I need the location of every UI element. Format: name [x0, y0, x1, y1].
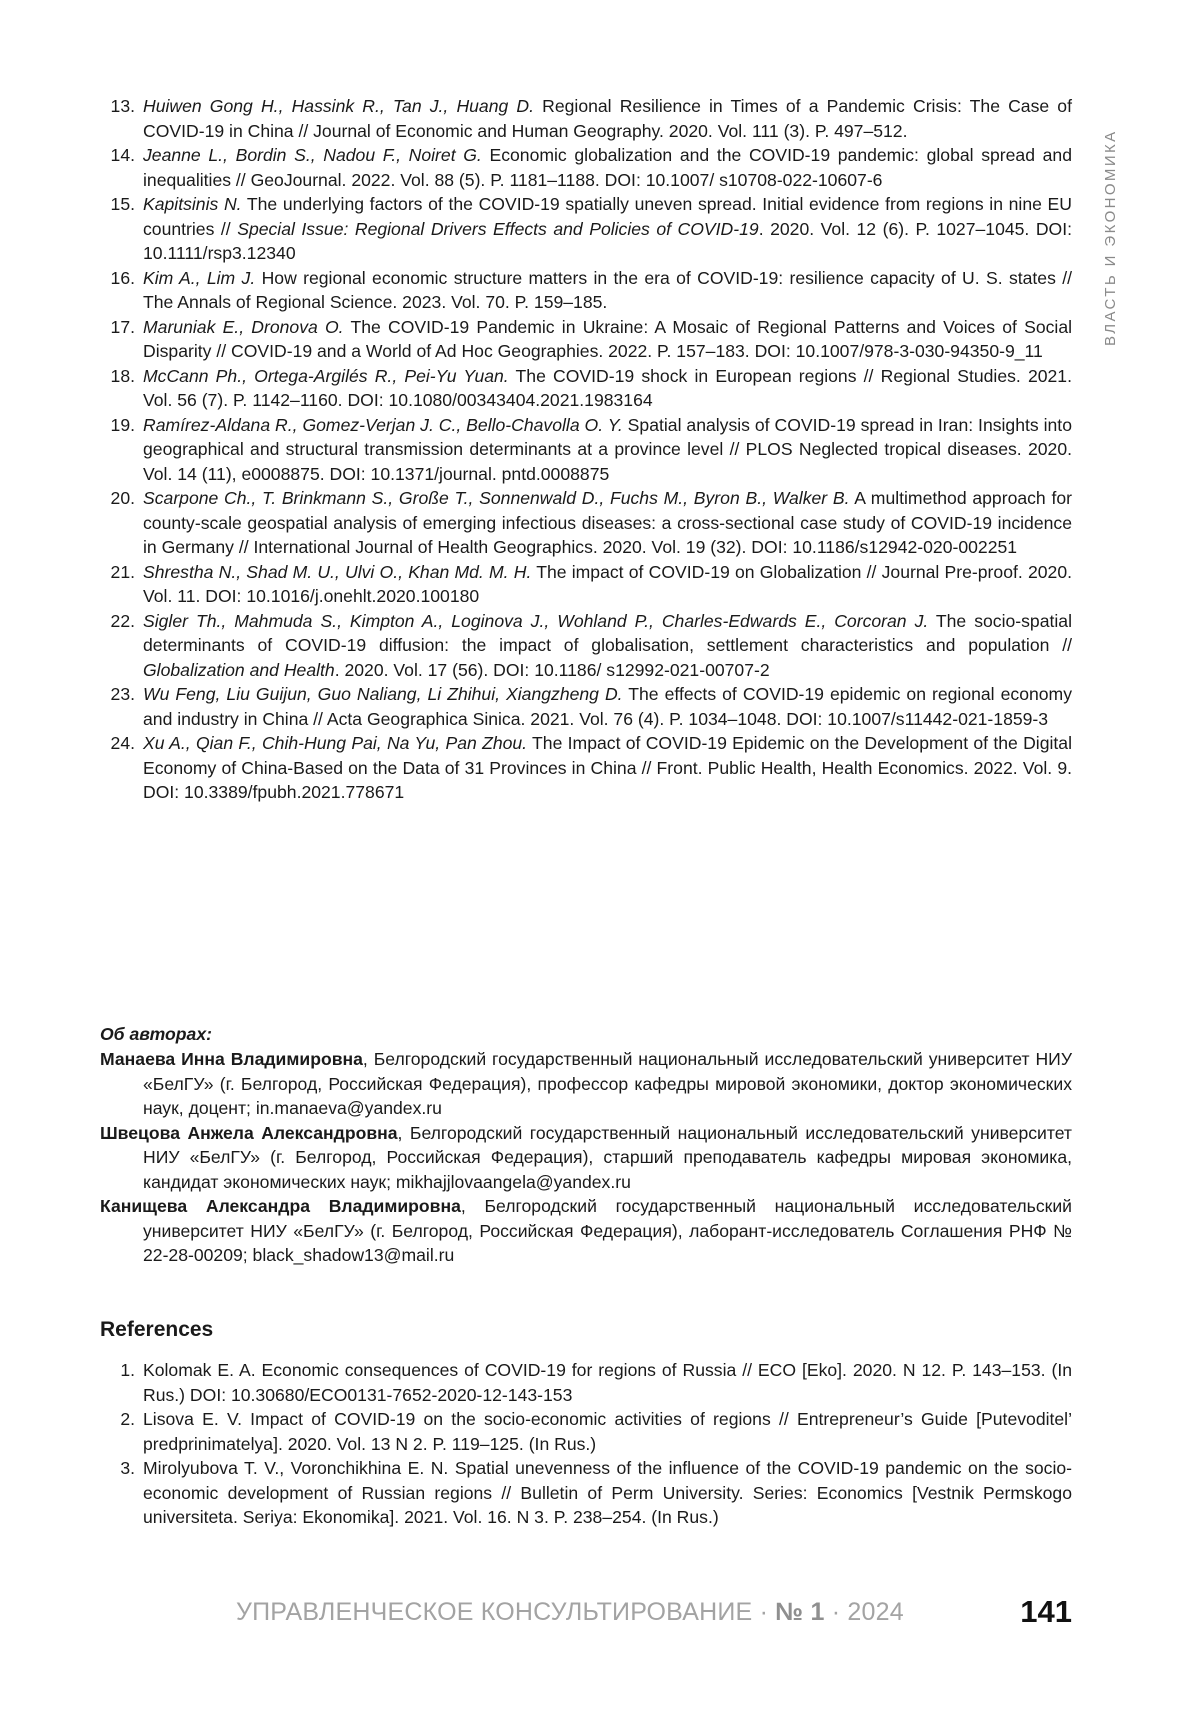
reference-text: [143, 94, 1072, 143]
reference-en-item: [100, 1456, 1072, 1530]
reference-body-tail: . 2020. Vol. 12 (6). P. 1027–1045. DOI: 10.1111/rsp3.12340: [143, 219, 1072, 264]
reference-authors: Kapitsinis N.: [143, 194, 242, 214]
author-details: , Белгородский государственный национальный исследовательский университет НИУ «БелГУ» (г. Белгород, Российская Федерация), профессор кафедры мировой экономики, доктор экономических наук, доцент; in.manaeva@yandex.ru: [143, 1049, 1072, 1118]
section-side-label: ВЛАСТЬ И ЭКОНОМИКА: [1102, 106, 1119, 346]
reference-text: [143, 682, 1072, 731]
reference-body: Regional Resilience in Times of a Pandemic Crisis: The Case of COVID-19 in China // Journal of Economic and Human Geography. 2020. Vol. 111 (3). P. 497–512.: [143, 96, 1072, 141]
reference-number: 23.: [100, 682, 143, 731]
reference-item: [100, 731, 1072, 805]
reference-authors: Scarpone Ch., T. Brinkmann S., Große T., Sonnenwald D., Fuchs M., Byron B., Walker B.: [143, 488, 850, 508]
reference-body: How regional economic structure matters in the era of COVID-19: resilience capacity of U. S. states // The Annals of Regional Science. 2023. Vol. 70. P. 159–185.: [143, 268, 1072, 313]
reference-authors: Ramírez-Aldana R., Gomez-Verjan J. C., Bello-Chavolla O. Y.: [143, 415, 623, 435]
reference-number: 19.: [100, 413, 143, 487]
reference-authors: Huiwen Gong H., Hassink R., Tan J., Huang D.: [143, 96, 534, 116]
reference-number: 21.: [100, 560, 143, 609]
reference-text: [143, 486, 1072, 560]
reference-en-number: 1.: [100, 1358, 143, 1407]
reference-text: [143, 560, 1072, 609]
author-entry: [100, 1121, 1072, 1195]
reference-en-text: Kolomak E. A. Economic consequences of COVID-19 for regions of Russia // ECO [Eko]. 2020. N 12. P. 143–153. (In Rus.) DOI: 10.30680/ECO0131-7652-2020-12-143-153: [143, 1358, 1072, 1407]
reference-item: [100, 609, 1072, 683]
reference-body: The impact of COVID-19 on Globalization // Journal Pre-proof. 2020. Vol. 11. DOI: 10.1016/j.onehlt.2020.100180: [143, 562, 1072, 607]
reference-body-tail: . 2020. Vol. 17 (56). DOI: 10.1186/ s12992-021-00707-2: [335, 660, 770, 680]
reference-en-number: 2.: [100, 1407, 143, 1456]
reference-en-item: [100, 1407, 1072, 1456]
reference-number: 22.: [100, 609, 143, 683]
reference-body: The COVID-19 shock in European regions // Regional Studies. 2021. Vol. 56 (7). P. 1142–1160. DOI: 10.1080/00343404.2021.1983164: [143, 366, 1072, 411]
page-footer: [236, 1594, 1072, 1634]
reference-en-item: [100, 1358, 1072, 1407]
reference-text: [143, 266, 1072, 315]
reference-item: [100, 560, 1072, 609]
references-en-title: References: [100, 1316, 1072, 1344]
author-name: Манаева Инна Владимировна: [100, 1049, 363, 1069]
reference-item: [100, 413, 1072, 487]
reference-body: Spatial analysis of COVID-19 spread in Iran: Insights into geographical and structural transmission determinants at a province level // PLOS Neglected tropical diseases. 2020. Vol. 14 (11), e0008875. DOI: 10.1371/journal. pntd.0008875: [143, 415, 1072, 484]
about-authors-section: [100, 1022, 1072, 1268]
author-details: , Белгородский государственный национальный исследовательский университет НИУ «БелГУ» (г. Белгород, Российская Федерация), старший преподаватель кафедры мировая экономика, кандидат экономических наук; mikhajjlovaangela@yandex.ru: [143, 1123, 1072, 1192]
reference-number: 18.: [100, 364, 143, 413]
references-en-section: [100, 1316, 1072, 1530]
reference-en-number: 3.: [100, 1456, 143, 1530]
separator-dot: ·: [760, 1598, 776, 1626]
reference-item: [100, 94, 1072, 143]
reference-item: [100, 143, 1072, 192]
reference-body: The COVID-19 Pandemic in Ukraine: A Mosaic of Regional Patterns and Voices of Social Disparity // COVID-19 and a World of Ad Hoc Geographies. 2022. P. 157–183. DOI: 10.1007/978-3-030-94350-9_11: [143, 317, 1072, 362]
reference-number: 14.: [100, 143, 143, 192]
reference-en-text: Mirolyubova T. V., Voronchikhina E. N. Spatial unevenness of the influence of the COVID-19 pandemic on the socio-economic development of Russian regions // Bulletin of Perm University. Series: Economics [Vestnik Permskogo universiteta. Seriya: Ekonomika]. 2021. Vol. 16. N 3. P. 238–254. (In Rus.): [143, 1456, 1072, 1530]
reference-number: 24.: [100, 731, 143, 805]
reference-number: 13.: [100, 94, 143, 143]
reference-authors: Sigler Th., Mahmuda S., Kimpton A., Loginova J., Wohland P., Charles-Edwards E., Corcoran J.: [143, 611, 928, 631]
reference-body: The Impact of COVID-19 Epidemic on the Development of the Digital Economy of China-Based on the Data of 31 Provinces in China // Front. Public Health, Health Economics. 2022. Vol. 9. DOI: 10.3389/fpubh.2021.778671: [143, 733, 1072, 802]
reference-body: Economic globalization and the COVID-19 pandemic: global spread and inequalities // GeoJournal. 2022. Vol. 88 (5). P. 1181–1188. DOI: 10.1007/ s10708-022-10607-6: [143, 145, 1072, 190]
reference-list-en: [100, 1358, 1072, 1530]
reference-body: The underlying factors of the COVID-19 spatially uneven spread. Initial evidence from regions in nine EU countries //: [143, 194, 1072, 239]
author-name: Канищева Александра Владимировна: [100, 1196, 461, 1216]
reference-list-ru: [100, 94, 1072, 805]
author-name: Швецова Анжела Александровна: [100, 1123, 398, 1143]
about-authors-title: Об авторах:: [100, 1022, 1072, 1047]
reference-item: [100, 266, 1072, 315]
reference-number: 17.: [100, 315, 143, 364]
reference-item: [100, 192, 1072, 266]
reference-number: 20.: [100, 486, 143, 560]
reference-en-text: Lisova E. V. Impact of COVID-19 on the socio-economic activities of regions // Entrepreneur’s Guide [Putevoditel’ predprinimatelya]. 2020. Vol. 13 N 2. P. 119–125. (In Rus.): [143, 1407, 1072, 1456]
reference-authors: Jeanne L., Bordin S., Nadou F., Noiret G.: [143, 145, 482, 165]
issue-year: 2024: [847, 1598, 903, 1626]
reference-body: The effects of COVID-19 epidemic on regional economy and industry in China // Acta Geographica Sinica. 2021. Vol. 76 (4). P. 1034–1048. DOI: 10.1007/s11442-021-1859-3: [143, 684, 1072, 729]
reference-authors: Kim A., Lim J.: [143, 268, 255, 288]
reference-body: The socio-spatial determinants of COVID-19 diffusion: the impact of globalisation, settlement characteristics and population //: [143, 611, 1072, 656]
reference-text: [143, 609, 1072, 683]
reference-number: 15.: [100, 192, 143, 266]
reference-item: [100, 682, 1072, 731]
reference-item: [100, 315, 1072, 364]
journal-name: [236, 1598, 904, 1627]
journal-page: [0, 0, 1200, 1710]
reference-text: [143, 315, 1072, 364]
journal-title: УПРАВЛЕНЧЕСКОЕ КОНСУЛЬТИРОВАНИЕ: [236, 1598, 752, 1626]
reference-item: [100, 364, 1072, 413]
reference-text: [143, 413, 1072, 487]
reference-authors: Shrestha N., Shad M. U., Ulvi O., Khan Md. M. H.: [143, 562, 531, 582]
author-entry: [100, 1194, 1072, 1268]
reference-authors: McCann Ph., Ortega-Argilés R., Pei-Yu Yuan.: [143, 366, 509, 386]
reference-italic-title: Globalization and Health: [143, 660, 335, 680]
issue-number: № 1: [775, 1598, 824, 1626]
reference-text: [143, 143, 1072, 192]
reference-item: [100, 486, 1072, 560]
reference-authors: Maruniak E., Dronova O.: [143, 317, 344, 337]
reference-text: [143, 364, 1072, 413]
reference-authors: Xu A., Qian F., Chih-Hung Pai, Na Yu, Pan Zhou.: [143, 733, 527, 753]
reference-text: [143, 731, 1072, 805]
page-number: 141: [1020, 1594, 1072, 1630]
separator-dot: ·: [832, 1598, 848, 1626]
reference-text: [143, 192, 1072, 266]
reference-number: 16.: [100, 266, 143, 315]
reference-italic-title: Special Issue: Regional Drivers Effects and Policies of COVID-19: [237, 219, 759, 239]
reference-body: A multimethod approach for county-scale geospatial analysis of emerging infectious diseases: a cross-sectional case study of COVID-19 incidence in Germany // International Journal of Health Geographics. 2020. Vol. 19 (32). DOI: 10.1186/s12942-020-002251: [143, 488, 1072, 557]
author-entry: [100, 1047, 1072, 1121]
reference-authors: Wu Feng, Liu Guijun, Guo Naliang, Li Zhihui, Xiangzheng D.: [143, 684, 623, 704]
author-details: , Белгородский государственный национальный исследовательский университет НИУ «БелГУ» (г. Белгород, Российская Федерация), лаборант-исследователь Соглашения РНФ № 22-28-00209; black_shadow13@mail.ru: [143, 1196, 1072, 1265]
author-list: [100, 1047, 1072, 1268]
